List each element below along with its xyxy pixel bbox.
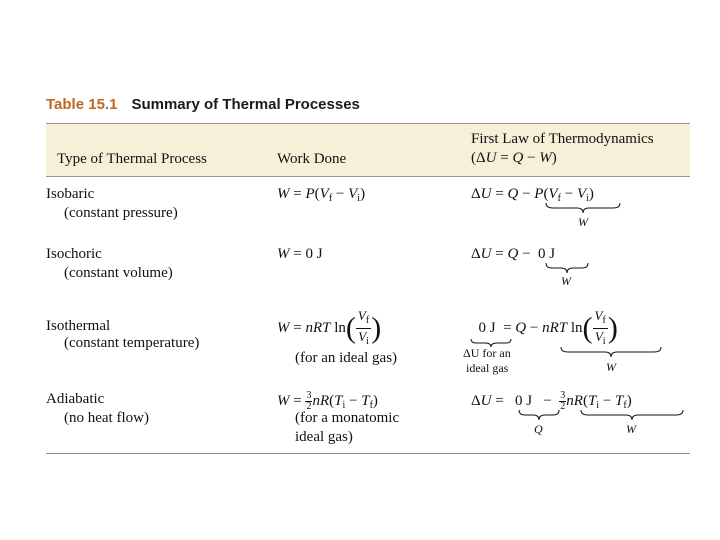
work-formula: $W = P(V_f - V_i)$ <box>277 186 366 204</box>
header-work: Work Done <box>277 151 347 167</box>
process-name: Adiabatic <box>46 391 105 407</box>
process-desc: (constant pressure) <box>64 205 178 221</box>
brace-label <box>561 274 571 288</box>
brace-label <box>578 215 588 229</box>
brace-label <box>606 360 616 374</box>
first-law-formula: 0 J = Q − nRT ln( $\frac{V_f}{V_i}$ ) <box>471 308 618 347</box>
work-note-2: ideal gas) <box>295 429 353 445</box>
brace-note-line1: ΔU for an <box>463 346 511 360</box>
process-desc: (no heat flow) <box>64 410 149 426</box>
brace-note <box>463 346 511 360</box>
table-number: Table 15.1 <box>46 96 118 113</box>
table-caption <box>46 96 360 113</box>
brace-label <box>534 422 543 436</box>
brace-label-text: W <box>606 360 616 374</box>
process-name: Isobaric <box>46 186 95 202</box>
brace-label-text: Q <box>534 422 543 436</box>
underbrace <box>545 202 621 214</box>
work-note: (for a monatomic <box>295 410 400 426</box>
work-note: (for an ideal gas) <box>295 350 398 366</box>
brace-note-2: ideal gas <box>466 361 509 375</box>
table-bottom-rule <box>46 453 690 454</box>
process-desc: (constant temperature) <box>64 335 200 351</box>
process-desc: (constant volume) <box>64 265 173 281</box>
header-process: Type of Thermal Process <box>57 151 207 167</box>
brace-label-text: W <box>578 215 588 229</box>
brace-label <box>626 422 636 436</box>
header-first-law-eq: (ΔU = Q − W) <box>471 150 557 166</box>
underbrace <box>560 346 662 358</box>
underbrace <box>545 262 589 274</box>
work-formula: W = nRT ln( $\frac{V_f}{V_i}$ ) <box>277 308 382 347</box>
process-name: Isothermal <box>46 318 111 334</box>
first-law-formula: ΔU = Q − 0 J <box>471 246 556 262</box>
first-law-formula: ΔU = 0 J − $\frac{3}{2}$ $nR(T_i - T_f)$ <box>471 390 632 412</box>
underbrace <box>580 409 684 421</box>
work-formula: W = $\frac{3}{2}$ $nR(T_i - T_f)$ <box>277 390 378 412</box>
process-name: Isochoric <box>46 246 102 262</box>
header-first-law: First Law of Thermodynamics <box>471 131 654 147</box>
brace-label-text: W <box>626 422 636 436</box>
brace-label-text: W <box>561 274 571 288</box>
work-formula: W = 0 J <box>277 246 323 262</box>
table-title: Summary of Thermal Processes <box>131 96 360 113</box>
underbrace <box>518 409 560 421</box>
first-law-formula: $\Delta U = Q - P(V_f - V_i)$ <box>471 186 594 204</box>
